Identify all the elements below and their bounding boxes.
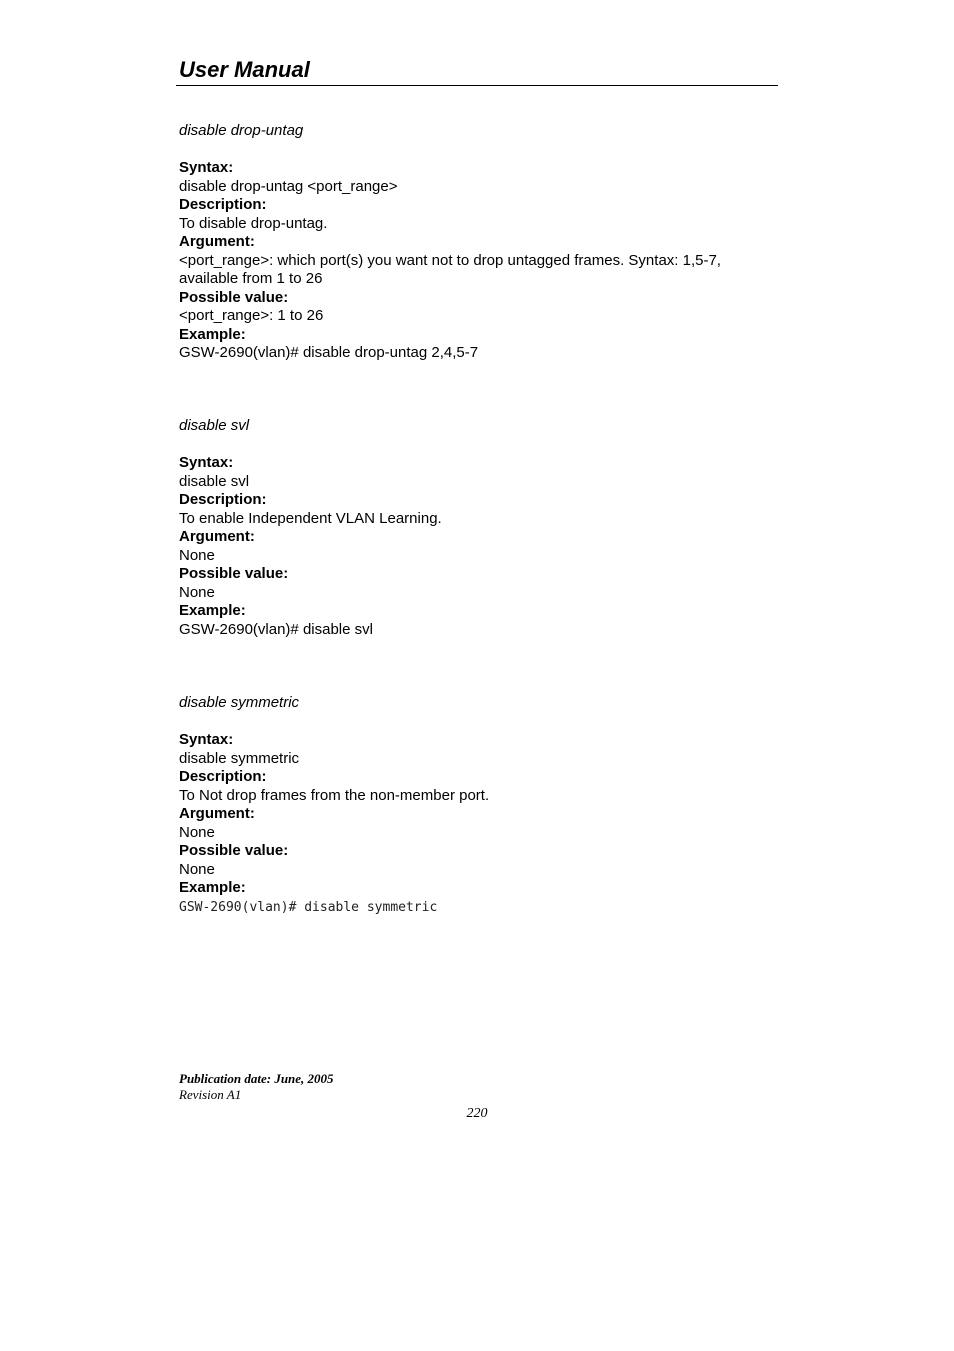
possible-value-text: <port_range>: 1 to 26 [179,307,324,324]
syntax-text: disable symmetric [179,749,300,767]
publication-date: Publication date: June, 2005 [179,1071,334,1086]
command-section-svl [179,417,779,639]
syntax-label: Syntax: [179,454,234,471]
command-title: disable drop-untag [179,122,304,139]
example-label: Example: [179,602,246,619]
example-label: Example: [179,879,246,896]
syntax-label: Syntax: [179,159,234,176]
possible-value-label: Possible value: [179,565,289,582]
argument-label: Argument: [179,805,255,822]
syntax-text: disable drop-untag <port_range> [179,177,398,195]
possible-value-text: None [179,583,215,601]
example-code: GSW-2690(vlan)# disable symmetric [179,899,438,915]
description-text: To enable Independent VLAN Learning. [179,509,442,527]
argument-text-line1: <port_range>: which port(s) you want not to drop untagged frames. Syntax: 1,5-7, [179,251,721,269]
possible-value-label: Possible value: [179,842,289,859]
description-label: Description: [179,196,267,213]
possible-value-text: None [179,860,215,878]
description-text: To Not drop frames from the non-member port. [179,786,490,804]
example-text: GSW-2690(vlan)# disable drop-untag 2,4,5-7 [179,344,479,361]
example-text: GSW-2690(vlan)# disable svl [179,620,373,638]
command-title: disable svl [179,417,250,434]
example-label: Example: [179,325,246,343]
argument-text: None [179,546,215,564]
argument-label: Argument: [179,233,255,250]
description-label: Description: [179,768,267,785]
page-header-title: User Manual [179,57,310,82]
description-label: Description: [179,491,267,508]
command-section-drop-untag [179,122,779,363]
syntax-text: disable svl [179,472,250,490]
argument-text: None [179,823,215,841]
page-number: 220 [466,1106,488,1121]
description-text: To disable drop-untag. [179,214,328,232]
syntax-label: Syntax: [179,731,234,748]
command-section-symmetric [179,694,779,918]
header-divider [176,85,778,86]
command-title: disable symmetric [179,694,300,711]
argument-label: Argument: [179,528,255,545]
argument-text-line2: available from 1 to 26 [179,270,323,287]
revision: Revision A1 [179,1087,242,1102]
possible-value-label: Possible value: [179,288,289,306]
